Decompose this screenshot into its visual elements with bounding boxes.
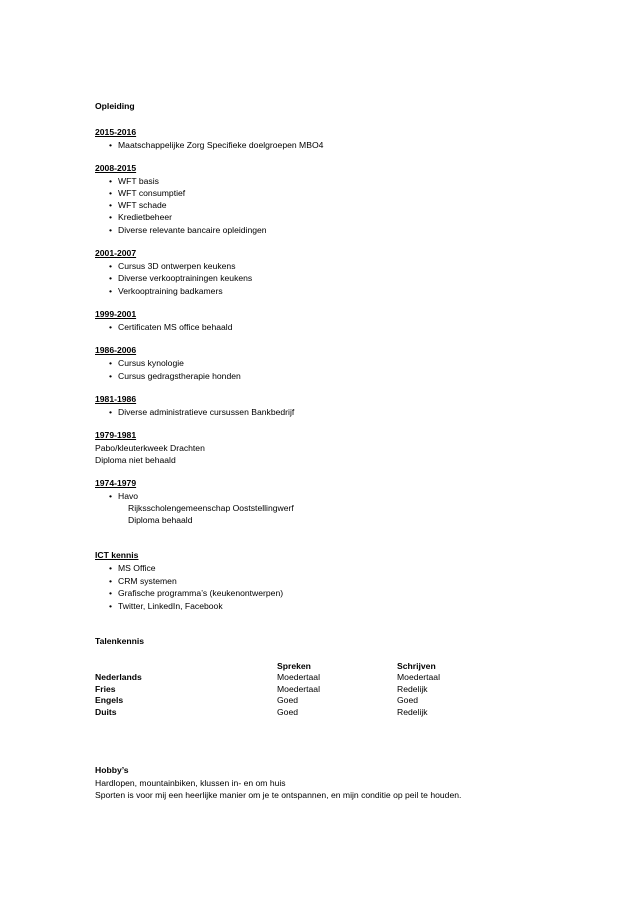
list-item: • MS Office xyxy=(118,562,156,574)
list-item: • Maatschappelijke Zorg Specifieke doelgroepen MBO4 xyxy=(118,139,323,151)
period-year: 1979-1981 xyxy=(95,430,137,440)
language-spreken: Moedertaal xyxy=(277,684,320,694)
list-item: • Cursus kynologie xyxy=(118,357,184,369)
text-line: Rijksscholengemeenschap Ooststellingwerf xyxy=(128,503,294,513)
list-item: • Diverse relevante bancaire opleidingen xyxy=(118,224,267,236)
list-item: • Twitter, LinkedIn, Facebook xyxy=(118,600,223,612)
language-schrijven: Goed xyxy=(397,695,419,705)
period-year: 2001-2007 xyxy=(95,248,137,258)
list-item: • Diverse verkooptrainingen keukens xyxy=(118,272,252,284)
period-year: 1986-2006 xyxy=(95,345,137,355)
language-schrijven: Moedertaal xyxy=(397,672,440,682)
language-schrijven: Redelijk xyxy=(397,707,428,717)
section-title-opleiding: Opleiding xyxy=(95,101,135,111)
list-item: • WFT schade xyxy=(118,199,167,211)
list-item: • WFT basis xyxy=(118,175,159,187)
text-line: Pabo/kleuterkweek Drachten xyxy=(95,443,205,453)
period-year: 1999-2001 xyxy=(95,309,137,319)
period-year: 1974-1979 xyxy=(95,478,137,488)
section-title-hobbys: Hobby’s xyxy=(95,765,129,775)
text-line: Sporten is voor mij een heerlijke manier om je te ontspannen, en mijn conditie op peil te houden. xyxy=(95,790,462,800)
language-spreken: Moedertaal xyxy=(277,672,320,682)
language-name: Fries xyxy=(95,684,116,694)
language-spreken: Goed xyxy=(277,695,299,705)
list-item: • Cursus 3D ontwerpen keukens xyxy=(118,260,236,272)
language-name: Engels xyxy=(95,695,124,705)
column-header-schrijven: Schrijven xyxy=(397,661,436,671)
period-year: 1981-1986 xyxy=(95,394,137,404)
language-name: Duits xyxy=(95,707,117,717)
text-line: Diploma niet behaald xyxy=(95,455,176,465)
column-header-spreken: Spreken xyxy=(277,661,311,671)
list-item: • Kredietbeheer xyxy=(118,211,172,223)
list-item: • Certificaten MS office behaald xyxy=(118,321,233,333)
text-line: Diploma behaald xyxy=(128,515,193,525)
list-item: • Diverse administratieve cursussen Bankbedrijf xyxy=(118,406,294,418)
list-item: • WFT consumptief xyxy=(118,187,185,199)
list-item: • CRM systemen xyxy=(118,575,177,587)
list-item: • Verkooptraining badkamers xyxy=(118,285,223,297)
section-title-talen: Talenkennis xyxy=(95,636,145,646)
text-line: Hardlopen, mountainbiken, klussen in- en om huis xyxy=(95,778,286,788)
list-item: • Havo xyxy=(118,490,138,502)
list-item: • Cursus gedragstherapie honden xyxy=(118,370,241,382)
period-year: 2008-2015 xyxy=(95,163,137,173)
section-title-ict: ICT kennis xyxy=(95,550,139,560)
language-name: Nederlands xyxy=(95,672,142,682)
language-spreken: Goed xyxy=(277,707,299,717)
language-schrijven: Redelijk xyxy=(397,684,428,694)
list-item: • Grafische programma’s (keukenontwerpen) xyxy=(118,587,283,599)
period-year: 2015-2016 xyxy=(95,127,137,137)
